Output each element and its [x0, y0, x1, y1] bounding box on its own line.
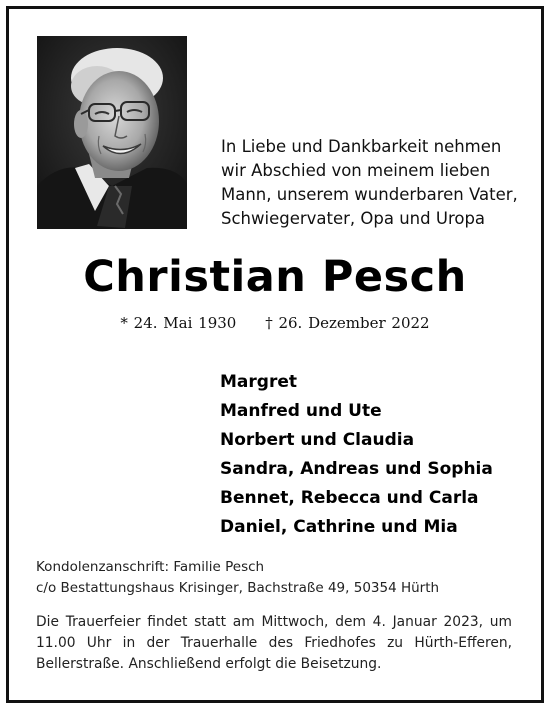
- family-member: Manfred und Ute: [220, 401, 382, 421]
- ceremony-info: [36, 612, 512, 675]
- ceremony-line: Bellerstraße. Anschließend erfolgt die Beisetzung.: [36, 656, 382, 672]
- deceased-name: Christian Pesch: [83, 252, 467, 302]
- family-list: [220, 368, 493, 542]
- family-member: Sandra, Andreas und Sophia: [220, 459, 493, 479]
- death-date: † 26. Dezember 2022: [265, 314, 430, 332]
- address-line: Kondolenzanschrift: Familie Pesch: [36, 559, 265, 575]
- portrait-photo: [37, 36, 187, 229]
- intro-text: [221, 135, 521, 231]
- ceremony-line: 11.00 Uhr in der Trauerhalle des Friedhofes zu Hürth-Efferen,: [36, 635, 512, 651]
- intro-line: wir Abschied von meinem lieben: [221, 161, 491, 180]
- intro-line: Schwiegervater, Opa und Uropa: [221, 209, 486, 228]
- ceremony-line: Die Trauerfeier findet statt am Mittwoch, dem 4. Januar 2023, um: [36, 614, 512, 630]
- family-member: Norbert und Claudia: [220, 430, 415, 450]
- condolence-address: [36, 557, 439, 599]
- family-member: Daniel, Cathrine und Mia: [220, 517, 458, 537]
- intro-line: In Liebe und Dankbarkeit nehmen: [221, 137, 502, 156]
- birth-date: * 24. Mai 1930: [120, 314, 237, 332]
- portrait-icon: [37, 36, 187, 229]
- intro-line: Mann, unserem wunderbaren Vater,: [221, 185, 518, 204]
- address-line: c/o Bestattungshaus Krisinger, Bachstraße 49, 50354 Hürth: [36, 580, 440, 596]
- family-member: Bennet, Rebecca und Carla: [220, 488, 479, 508]
- life-dates: [0, 314, 550, 332]
- family-member: Margret: [220, 372, 297, 392]
